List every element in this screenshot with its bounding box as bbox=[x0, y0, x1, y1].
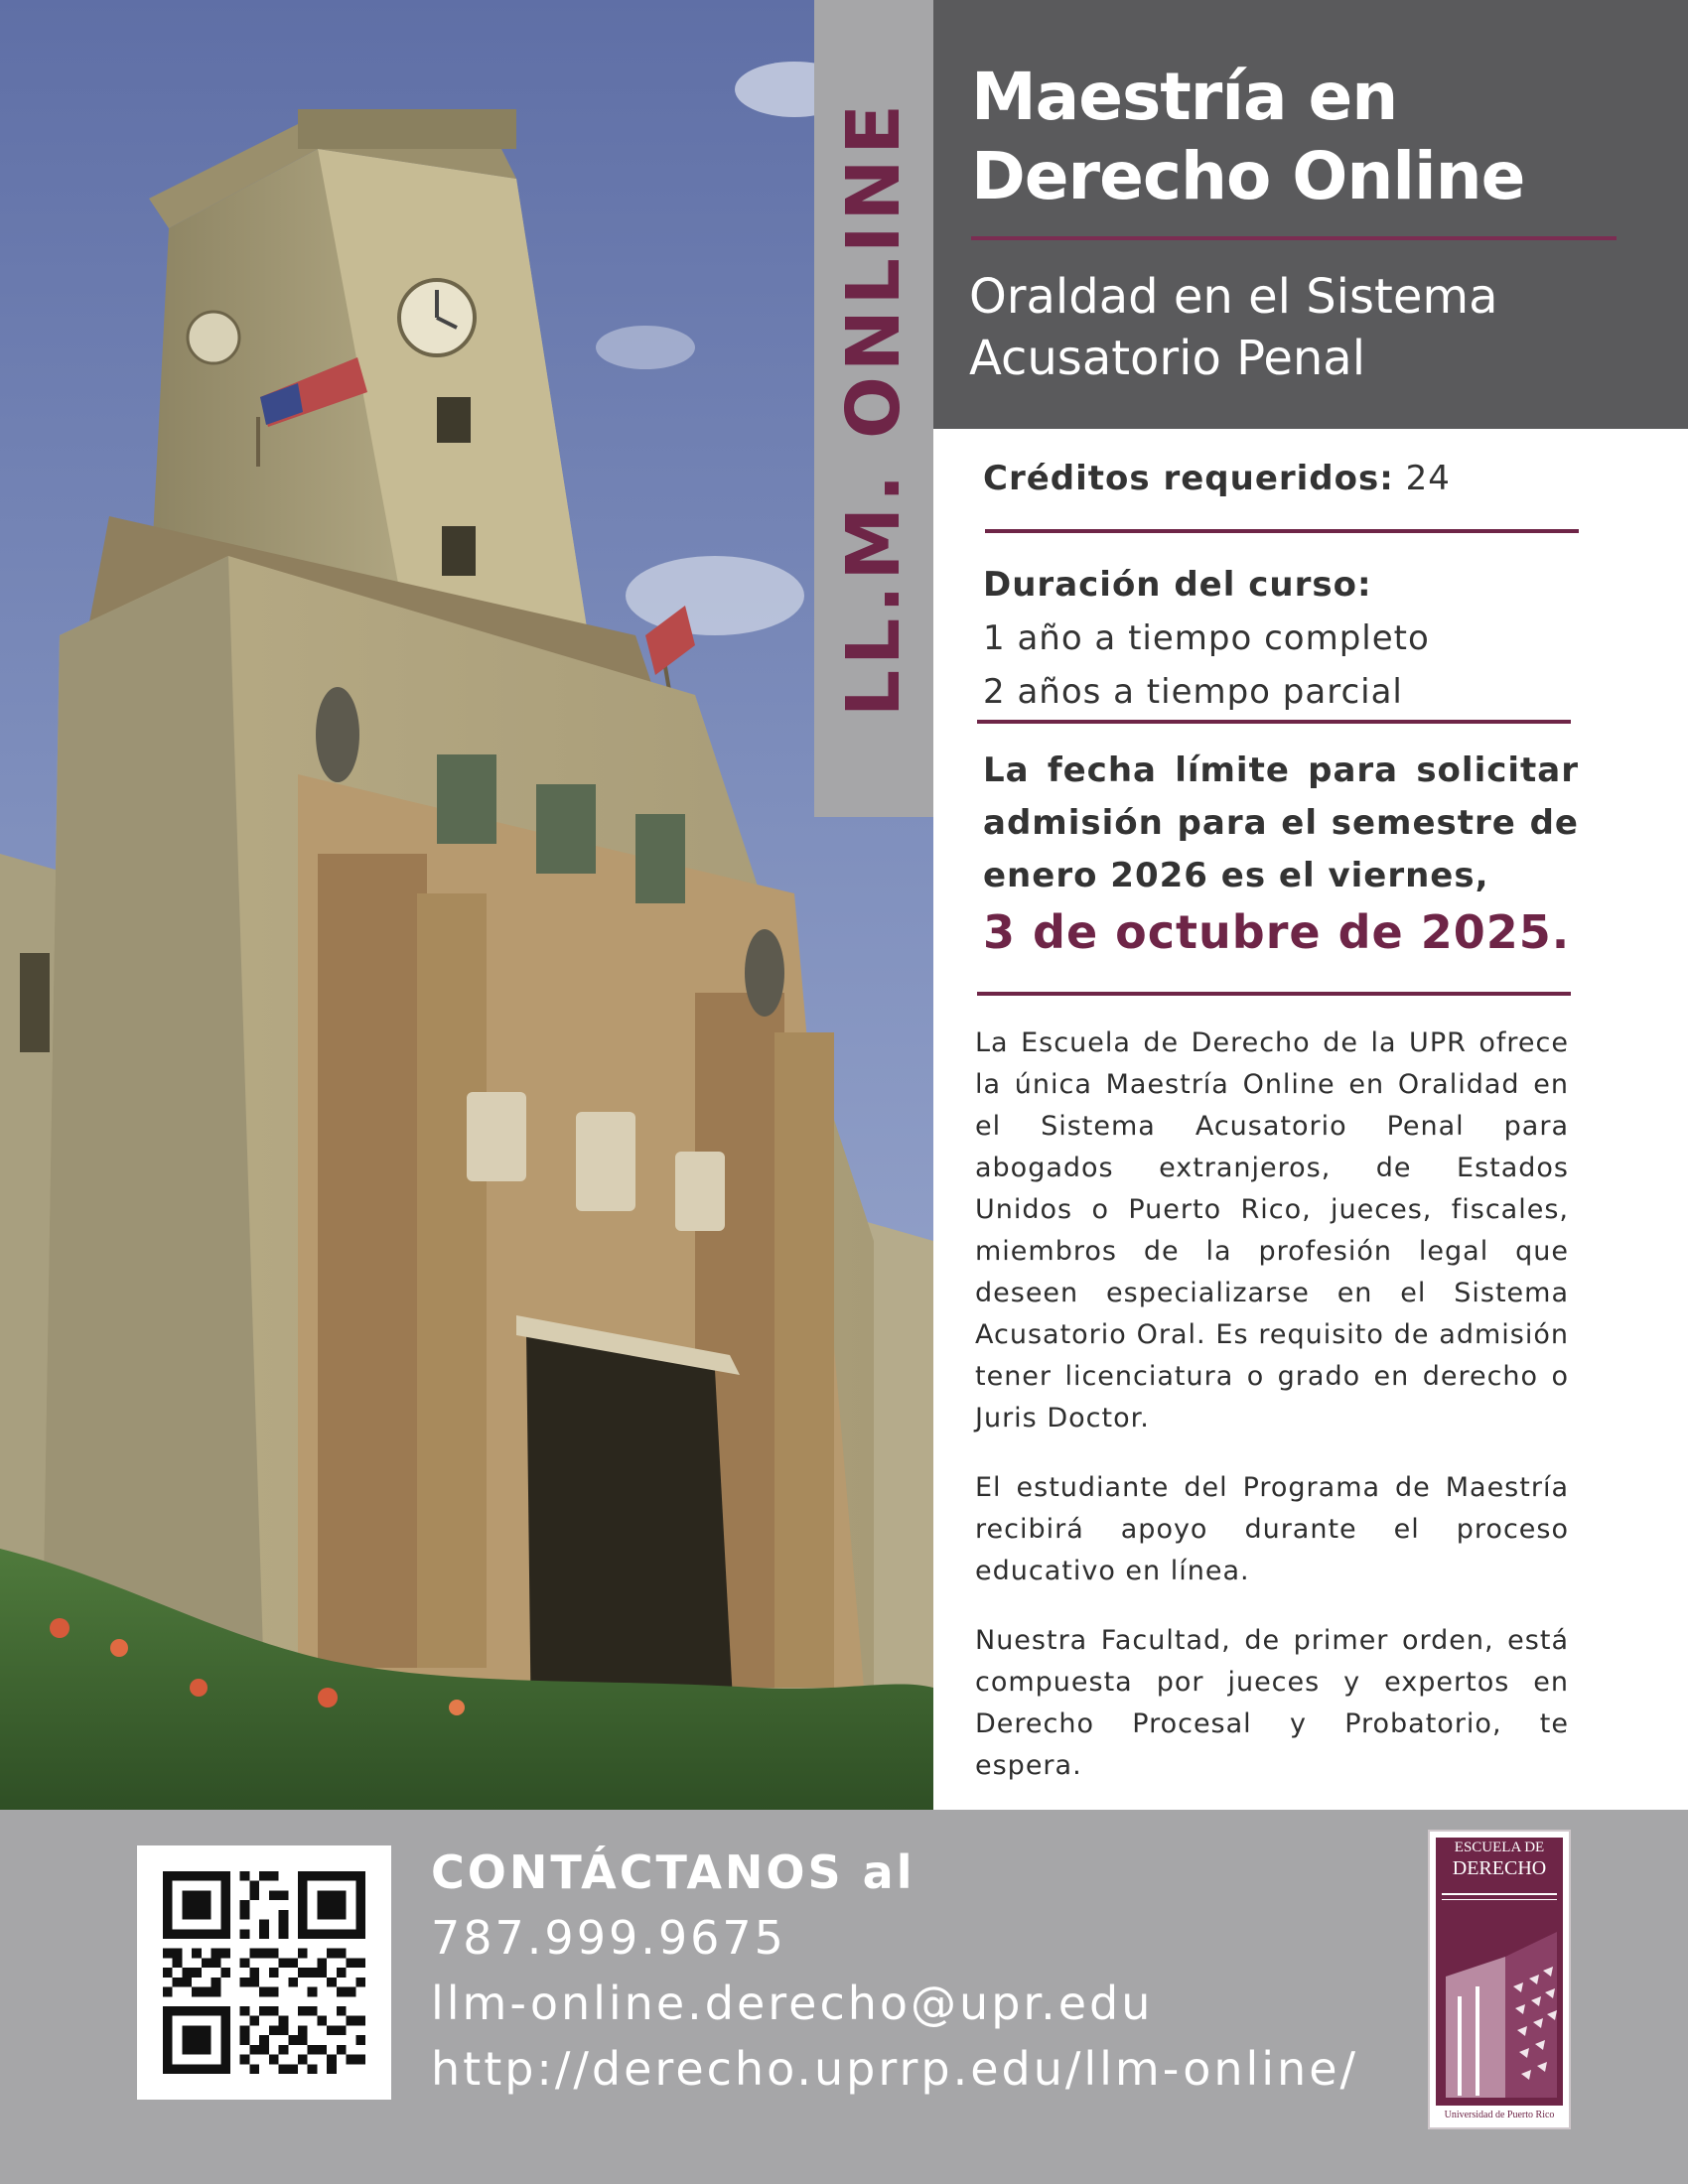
law-school-logo bbox=[1428, 1830, 1571, 2129]
credits-label: Créditos requeridos: bbox=[983, 459, 1394, 498]
divider-duration bbox=[977, 720, 1571, 724]
contact-heading: CONTÁCTANOS al bbox=[431, 1845, 915, 1899]
contact-phone[interactable]: 787.999.9675 bbox=[431, 1911, 786, 1965]
divider-deadline bbox=[977, 992, 1571, 996]
qr-code[interactable] bbox=[137, 1845, 391, 2100]
student-support-text: El estudiante del Programa de Maestría recibirá apoyo durante el proceso educativo en línea. bbox=[975, 1472, 1569, 1586]
logo-line1: ESCUELA DE bbox=[1454, 1840, 1545, 1855]
contact-url[interactable]: http://derecho.uprrp.edu/llm-online/ bbox=[431, 2042, 1359, 2096]
duration-full-time: 1 año a tiempo completo bbox=[983, 618, 1430, 658]
credits-line bbox=[983, 459, 1579, 498]
contact-email[interactable]: llm-online.derecho@upr.edu bbox=[431, 1977, 1154, 2030]
duration-label: Duración del curso: bbox=[983, 565, 1372, 605]
page-subtitle: Oraldad en el Sistema Acusatorio Penal bbox=[969, 269, 1498, 386]
deadline-text: La fecha límite para solicitar admisión para el semestre de enero 2026 es el viernes, bbox=[983, 751, 1579, 895]
campus-tower-photo bbox=[0, 0, 933, 1810]
credits-value: 24 bbox=[1405, 459, 1451, 498]
divider-credits bbox=[985, 529, 1579, 533]
header-box bbox=[933, 0, 1688, 429]
contact-block bbox=[431, 1840, 1364, 2102]
tower-illustration bbox=[0, 0, 933, 1810]
program-description: La Escuela de Derecho de la UPR ofrece la única Maestría Online en Oralidad en el Sistema Acusatorio Penal para abogados extranjeros, de Estados Unidos o Puerto Rico, jueces, fiscales, miembros de la profesión legal que deseen especializarse en el Sistema Acusatorio Oral. Es requisito de admisión tener licenciatura o grado en derecho o Juris Doctor. bbox=[975, 1027, 1569, 1433]
title-divider bbox=[971, 236, 1617, 240]
faculty-text: Nuestra Facultad, de primer orden, está compuesta por jueces y expertos en Derecho Procesal y Probatorio, te espera. bbox=[975, 1625, 1569, 1781]
page-title: Maestría en Derecho Online bbox=[971, 59, 1525, 214]
duration-block bbox=[983, 558, 1579, 719]
duration-part-time: 2 años a tiempo parcial bbox=[983, 672, 1403, 712]
qr-code-icon bbox=[163, 1871, 365, 2074]
logo-line2: DERECHO bbox=[1452, 1857, 1547, 1879]
logo-university: Universidad de Puerto Rico bbox=[1444, 2110, 1555, 2120]
deadline-date: 3 de octubre de 2025. bbox=[983, 905, 1571, 959]
llm-online-vertical-label: LL.M. ONLINE bbox=[831, 99, 916, 717]
